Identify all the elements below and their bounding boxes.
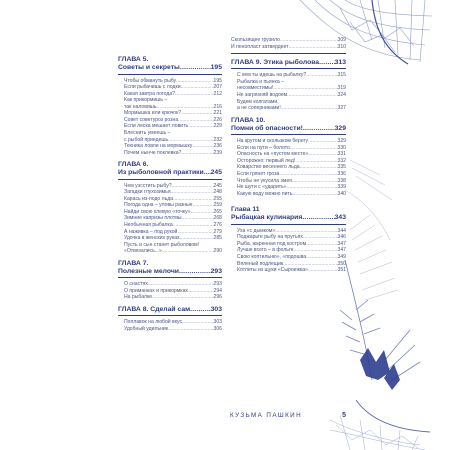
leader-dots — [204, 169, 211, 177]
entry-page: 294 — [213, 287, 222, 294]
chapter-title: Помни об опасности! — [231, 124, 303, 132]
entry-page: 327 — [337, 105, 346, 112]
entry-title: Рыба, жаренная под костром — [237, 240, 307, 247]
toc-entry — [231, 105, 346, 112]
entry-page: 339 — [337, 184, 346, 191]
chapter-rule — [231, 224, 346, 225]
entry-page: 347 — [337, 240, 346, 247]
leader-dots — [190, 306, 211, 314]
entry-title: Почем нынче поклевка? — [124, 149, 182, 156]
entry-page: 195 — [213, 77, 222, 84]
entry-page: 351 — [337, 267, 346, 274]
entry-title: Какая завтра погода? — [124, 90, 176, 97]
chapter-page: 293 — [210, 268, 222, 276]
entry-page: 276 — [213, 222, 222, 229]
chapter-rule — [118, 277, 222, 278]
toc-chapter — [118, 306, 222, 332]
entry-title: Если на пути – болото — [237, 144, 290, 151]
entry-title: Осторожно: первый лед! — [237, 157, 296, 164]
entry-title: Какую воду можно пить — [237, 190, 293, 197]
chapter-page: 343 — [334, 214, 346, 222]
entry-title: Найди свою клевую «точку» — [124, 208, 191, 215]
chapter-page: 329 — [334, 124, 346, 132]
entry-page: 346 — [337, 234, 346, 241]
chapter-rule — [231, 68, 346, 69]
entry-title: Чтобы обмануть рыбу — [124, 77, 177, 84]
toc-chapter — [231, 206, 346, 273]
chapter-page: 245 — [210, 169, 222, 177]
entry-page: 335 — [337, 164, 346, 171]
entry-page: 330 — [337, 144, 346, 151]
entry-title: Загадки глухозимья — [124, 189, 171, 196]
leader-dots — [289, 44, 338, 51]
toc-entry — [231, 44, 346, 51]
toc-chapter — [118, 56, 222, 156]
toc-entry — [118, 235, 222, 242]
entry-title: Лучше всего – в фольге — [237, 247, 294, 254]
leader-dots — [308, 267, 338, 274]
entry-title: Необычная рыбалка — [124, 222, 173, 229]
entry-page: 236 — [213, 143, 222, 150]
entry-page: 309 — [337, 37, 346, 43]
entry-title-continued: с рыбой приедешь — [124, 136, 169, 143]
entry-title: О снастях — [124, 281, 148, 288]
chapter-title: Советы и секреты — [118, 64, 180, 72]
toc-chapter — [231, 117, 346, 198]
chapter-heading — [118, 306, 222, 314]
entry-page: 255 — [213, 195, 222, 202]
chapter-title: Рыбацкая кулинария — [231, 214, 303, 222]
toc-left-column — [118, 56, 222, 337]
leader-dots — [287, 92, 337, 99]
entry-title: Опасность на «пустом месте» — [237, 151, 309, 158]
chapter-heading-line: ГЛАВА 6. — [118, 161, 149, 169]
entry-title: Как прикормишь – — [124, 97, 168, 104]
chapter-rule — [118, 315, 222, 316]
page-number: 5 — [342, 412, 346, 419]
entry-page: 265 — [213, 208, 222, 215]
entry-page: 293 — [213, 281, 222, 288]
toc-entry — [118, 150, 222, 157]
chapter-heading-line: Глава 11 — [231, 206, 260, 214]
leader-dots — [188, 123, 213, 130]
entry-title: О приманках и прикормках — [124, 287, 188, 294]
entry-page: 239 — [213, 149, 222, 156]
author-name: КУЗЬМА ПАШКИН — [230, 412, 303, 419]
leader-dots — [302, 214, 334, 222]
toc-entry — [118, 326, 222, 333]
chapter-page: 313 — [334, 59, 346, 67]
leader-dots — [180, 64, 211, 72]
entry-page: 349 — [337, 253, 346, 260]
entry-title: Уха «с дымком» — [237, 227, 276, 234]
entry-title: С кем ты идешь на рыбалку? — [237, 72, 307, 79]
entry-title: Коварство весеннего льда — [237, 164, 300, 171]
leader-dots — [179, 268, 211, 276]
chapter-title: ГЛАВА 8. Сделай сам — [118, 306, 191, 313]
entry-page: 248 — [213, 189, 222, 196]
entry-title: Карась из-подо льда — [124, 195, 174, 202]
entry-title: На крутом и скользком берегу — [237, 138, 309, 145]
entry-page: 338 — [337, 177, 346, 184]
toc-entry — [118, 123, 222, 130]
entry-page: 329 — [337, 138, 346, 145]
entry-title: Чем уэсстить рыбу? — [124, 182, 172, 189]
entry-page: 310 — [337, 43, 346, 50]
entry-page: 303 — [213, 319, 222, 326]
entry-page: 347 — [337, 247, 346, 254]
entry-title: Пусть и сын станет рыболовом! — [124, 241, 200, 248]
leader-dots — [281, 105, 338, 112]
chapter-rule — [118, 179, 222, 180]
entry-page: 290 — [213, 248, 222, 255]
leader-dots — [162, 248, 214, 255]
entry-page: 226 — [213, 116, 222, 123]
entry-title-continued: а не соперниками! — [237, 105, 281, 112]
entry-title: Рыбалка и пьянка – — [237, 78, 284, 85]
entry-title-continued: «Отвязались...» — [124, 248, 162, 255]
leader-dots — [180, 235, 214, 242]
entry-title: Поплавок на любой вкус — [124, 319, 183, 326]
chapter-page: 195 — [210, 64, 222, 72]
entry-page: 350 — [337, 260, 346, 267]
entry-title: Погода одна – уловы разные — [124, 202, 193, 209]
leader-dots — [168, 326, 213, 333]
leader-dots — [152, 294, 213, 301]
entry-page: 344 — [337, 227, 346, 234]
toc-entry — [231, 72, 346, 79]
chapter-rule — [231, 53, 346, 54]
chapter-heading-line: ГЛАВА 5. — [118, 56, 149, 63]
entry-page: 279 — [213, 228, 222, 235]
chapter-heading — [118, 64, 222, 72]
leader-dots — [319, 59, 335, 67]
entry-title-continued: несовместимы! — [237, 85, 274, 92]
entry-page: 336 — [337, 171, 346, 177]
entry-title: Техника ловли на мормышку — [124, 143, 193, 150]
chapter-heading-line: ГЛАВА 7. — [118, 259, 149, 267]
entry-title: Совет советуроз розна — [124, 116, 179, 123]
entry-page: 221 — [213, 110, 222, 117]
entry-title: Если рыбачишь с лодки — [124, 84, 181, 91]
entry-title: И пенопласт затвердеет — [231, 43, 289, 50]
entry-page: 340 — [337, 190, 346, 197]
entry-title: А наживка – под рукой — [124, 228, 178, 235]
toc-right-column — [231, 37, 346, 279]
chapter-heading — [118, 169, 222, 177]
entry-title: Котлеты из щуки «Сыроежка» — [237, 267, 308, 274]
toc-entry — [118, 248, 222, 255]
entry-page: 259 — [213, 202, 222, 209]
entry-title: Мормышка или крючок? — [124, 110, 182, 117]
toc-chapter — [118, 161, 222, 255]
entry-title: Скользящее грузило — [231, 37, 280, 43]
entry-page: 245 — [213, 182, 222, 189]
entry-title: Чтобы не укусила змея — [237, 177, 292, 184]
toc-entry — [231, 267, 346, 274]
chapter-heading-line: ГЛАВА 10. — [231, 116, 266, 124]
chapter-heading — [118, 268, 222, 276]
entry-title: Не загрязняй водоем — [237, 92, 288, 99]
entry-page: 331 — [337, 151, 346, 158]
entry-title-continued: так наловишь — [124, 103, 157, 110]
entry-title: Удочка в женских руках — [124, 235, 180, 242]
toc-chapter — [231, 59, 346, 112]
entry-page: 268 — [213, 215, 222, 222]
entry-page: 315 — [337, 72, 346, 79]
toc-entry — [118, 294, 222, 301]
entry-page: 229 — [213, 123, 222, 130]
chapter-title: Полезные мелочи — [118, 268, 179, 276]
chapter-heading — [231, 214, 346, 222]
entry-page: 212 — [213, 90, 222, 97]
chapter-page: 303 — [210, 306, 222, 313]
leader-dots — [306, 72, 337, 79]
chapter-rule — [118, 74, 222, 75]
entry-page: 324 — [337, 92, 346, 99]
entry-page: 216 — [213, 103, 222, 110]
leader-dots — [181, 150, 213, 157]
entry-page: 319 — [337, 85, 346, 92]
entry-page: 285 — [213, 235, 222, 242]
chapter-heading — [231, 59, 346, 67]
entry-page: 332 — [337, 157, 346, 164]
entry-title: Блеснить умеешь – — [124, 129, 171, 136]
page-footer — [230, 412, 346, 419]
toc-entry — [231, 92, 346, 99]
entry-title: Поджарьте рыбу на прутьях — [237, 234, 303, 241]
leader-dots — [303, 125, 335, 133]
entry-title: Если леска мешает ловить — [124, 123, 189, 130]
entry-page: 232 — [213, 136, 222, 143]
chapter-rule — [231, 134, 346, 135]
entry-title: Вяленый подлещик — [237, 260, 284, 267]
entry-title: Будем колгатами, — [237, 98, 279, 105]
toc-chapter — [118, 260, 222, 301]
leader-dots — [293, 191, 338, 198]
chapter-heading — [231, 125, 346, 133]
entry-title: Зимние капризы плотвы — [124, 215, 182, 222]
entry-title: Удобный удильник — [124, 325, 169, 332]
chapter-title: Из рыболовной практики — [118, 169, 204, 177]
entry-title: Свою коптильню», «подошва — [237, 253, 307, 260]
entry-title: На рыбалке — [124, 294, 153, 301]
entry-page: 306 — [213, 325, 222, 332]
entry-title: Не шути с «ударить» — [237, 184, 287, 191]
entry-page: 296 — [213, 294, 222, 301]
entry-page: 207 — [213, 84, 222, 91]
leader-dots — [175, 91, 213, 98]
toc-chapter-continued — [231, 37, 346, 54]
toc-entry — [231, 191, 346, 198]
entry-title: Если грянет гроза — [237, 171, 280, 177]
chapter-title: ГЛАВА 9. Этика рыболова — [231, 59, 320, 67]
